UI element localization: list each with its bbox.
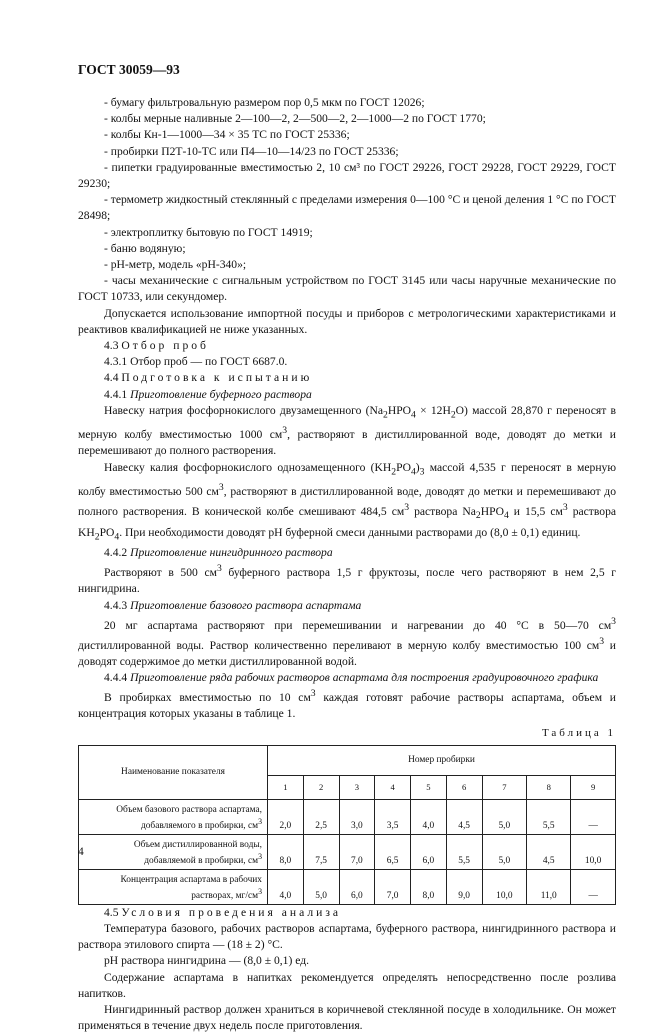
subsection-heading: 4.4.2 Приготовление нингидринного раствора bbox=[104, 546, 333, 560]
table-cell: 7,5 bbox=[303, 834, 339, 869]
page-header: ГОСТ 30059—93 bbox=[78, 62, 180, 77]
table-cell: 7,0 bbox=[339, 834, 375, 869]
list-item: - бумагу фильтровальную размером пор 0,5 мкм по ГОСТ 12026; bbox=[104, 96, 425, 109]
table-cell: 5,0 bbox=[482, 834, 527, 869]
row-label: Объем базового раствора аспартама, добавляемого в пробирки, $см^3$ bbox=[79, 799, 268, 834]
page-number: 4 bbox=[78, 846, 84, 858]
table-caption: Таблица 1 bbox=[541, 726, 616, 739]
table-cell: 4,5 bbox=[446, 799, 482, 834]
table-col: 3 bbox=[339, 775, 375, 799]
table-col: 5 bbox=[411, 775, 447, 799]
row-label: Концентрация аспартама в рабочих растворах, $мг/см^3$ bbox=[79, 869, 268, 904]
table-col: 8 bbox=[527, 775, 571, 799]
paragraph: 20 мг аспартама растворяют при перемешивании и нагревании до 40 °C в 50—70 $см^3$ дистиллированной воды. Раствор количественно переливают в мерную колбу вместимостью 100 $см^3$ и доводят содержимое до метки дистиллированной водой. bbox=[78, 615, 616, 668]
row-label: Объем дистиллированной воды, добавляемой в пробирки, $см^3$ bbox=[79, 834, 268, 869]
subsection-heading: 4.4.1 Приготовление буферного раствора bbox=[104, 387, 312, 401]
table-cell: 11,0 bbox=[527, 869, 571, 904]
table-cell: 6,0 bbox=[411, 834, 447, 869]
paragraph: Навеску натрия фосфорнокислого двузамещенного $(Na_2HPO_4 \times 12H_2O)$ массой 28,870 г переносят в мерную колбу вместимостью 1000 $см^3$, растворяют в дистиллированной воде, доводят до метки и перемешивают до полного растворения. bbox=[78, 403, 616, 458]
table-header-tube: Номер пробирки bbox=[268, 745, 616, 775]
subsection-heading: 4.4.4 Приготовление ряда рабочих растворов аспартама для построения градуировочного графика bbox=[104, 671, 599, 685]
table-cell: — bbox=[571, 869, 616, 904]
list-item: - колбы мерные наливные 2—100—2, 2—500—2, 2—1000—2 по ГОСТ 1770; bbox=[104, 112, 486, 126]
paragraph: 4.3.1 Отбор проб — по ГОСТ 6687.0. bbox=[104, 355, 288, 369]
table-row bbox=[79, 834, 616, 869]
paragraph: Допускается использование импортной посуды и приборов с метрологическими характеристиками и реактивов квалификацией не ниже указанных. bbox=[78, 306, 616, 336]
table-cell: 8,0 bbox=[411, 869, 447, 904]
subsection-heading: 4.4.3 Приготовление базового раствора аспартама bbox=[104, 598, 362, 612]
section-heading: 4.4 Подготовка к испытанию bbox=[104, 371, 313, 385]
table-col: 1 bbox=[268, 775, 304, 799]
table-cell: 7,0 bbox=[375, 869, 411, 904]
section-heading: 4.5 Условия проведения анализа bbox=[104, 905, 342, 919]
table-cell: 4,0 bbox=[268, 869, 304, 904]
table-cell: 5,5 bbox=[527, 799, 571, 834]
table-header-indicator: Наименование показателя bbox=[79, 745, 268, 799]
data-table bbox=[78, 745, 616, 905]
paragraph: Содержание аспартама в напитках рекомендуется определять непосредственно после розлива напитков. bbox=[78, 970, 616, 1000]
table-cell: 5,0 bbox=[303, 869, 339, 904]
list-item: - пипетки градуированные вместимостью 2, 10 см³ по ГОСТ 29226, ГОСТ 29228, ГОСТ 29229, ГОСТ 29230; bbox=[78, 160, 616, 191]
table-cell: 6,0 bbox=[339, 869, 375, 904]
table-cell: — bbox=[571, 799, 616, 834]
list-item: - термометр жидкостный стеклянный с пределами измерения 0—100 °С и ценой деления 1 °С по ГОСТ 28498; bbox=[78, 193, 616, 223]
paragraph: Растворяют в 500 $см^3$ буферного раствора 1,5 г фруктозы, после чего растворяют в нем 2,5 г нингидрина. bbox=[78, 563, 616, 596]
table-col: 2 bbox=[303, 775, 339, 799]
table-cell: 10,0 bbox=[482, 869, 527, 904]
table-cell: 4,5 bbox=[527, 834, 571, 869]
table-cell: 5,0 bbox=[482, 799, 527, 834]
list-item: - баню водяную; bbox=[104, 241, 186, 255]
table-cell: 4,0 bbox=[411, 799, 447, 834]
table-cell: 6,5 bbox=[375, 834, 411, 869]
list-item: - электроплитку бытовую по ГОСТ 14919; bbox=[104, 225, 313, 239]
table-cell: 9,0 bbox=[446, 869, 482, 904]
table-col: 6 bbox=[446, 775, 482, 799]
list-item: - pH-метр, модель «pH-340»; bbox=[104, 258, 247, 272]
table-cell: 3,5 bbox=[375, 799, 411, 834]
table-col: 9 bbox=[571, 775, 616, 799]
table-row bbox=[79, 799, 616, 834]
document-body bbox=[78, 95, 616, 1034]
paragraph: Температура базового, рабочих растворов аспартама, буферного раствора, нингидринного раствора и раствора этилового спирта — (18 ± 2) °С. bbox=[78, 921, 616, 952]
paragraph: Нингидринный раствор должен храниться в коричневой стеклянной посуде в холодильнике. Он может применяться в течение двух недель после приготовления. bbox=[78, 1003, 616, 1033]
list-item: - колбы Кн-1—1000—34 × 35 ТС по ГОСТ 25336; bbox=[104, 128, 350, 142]
paragraph: В пробирках вместимостью по 10 $см^3$ каждая готовят рабочие растворы аспартама, объем и концентрация которых указаны в таблице 1. bbox=[78, 688, 616, 721]
list-item: - пробирки П2Т-10-ТС или П4—10—14/23 по ГОСТ 25336; bbox=[104, 144, 399, 158]
paragraph: Навеску калия фосфорнокислого однозамещенного $(KH_2PO_4)_3$ массой 4,535 г переносят в мерную колбу вместимостью 500 $см^3$, растворяют в дистиллированной воде, доводят до метки и перемешивают до полного растворения. В конической колбе смешивают 484,5 $см^3$ раствора $Na_2HPO_4$ и 15,5 $см^3$ раствора $KH_2PO_4$. При необходимости доводят pH буферной смеси данными растворами до (8,0 ± 0,1) единиц. bbox=[78, 460, 617, 542]
list-item: - часы механические с сигнальным устройством по ГОСТ 3145 или часы наручные механические по ГОСТ 10733, или секундомер. bbox=[78, 274, 616, 304]
table-col: 7 bbox=[482, 775, 527, 799]
paragraph: pH раствора нингидрина — (8,0 ± 0,1) ед. bbox=[104, 954, 310, 968]
table-cell: 5,5 bbox=[446, 834, 482, 869]
section-heading: 4.3 Отбор проб bbox=[104, 339, 209, 353]
table-col: 4 bbox=[375, 775, 411, 799]
table-row bbox=[79, 869, 616, 904]
table-cell: 8,0 bbox=[268, 834, 304, 869]
table-cell: 2,0 bbox=[268, 799, 304, 834]
table-cell: 10,0 bbox=[571, 834, 616, 869]
table-cell: 2,5 bbox=[303, 799, 339, 834]
table-cell: 3,0 bbox=[339, 799, 375, 834]
